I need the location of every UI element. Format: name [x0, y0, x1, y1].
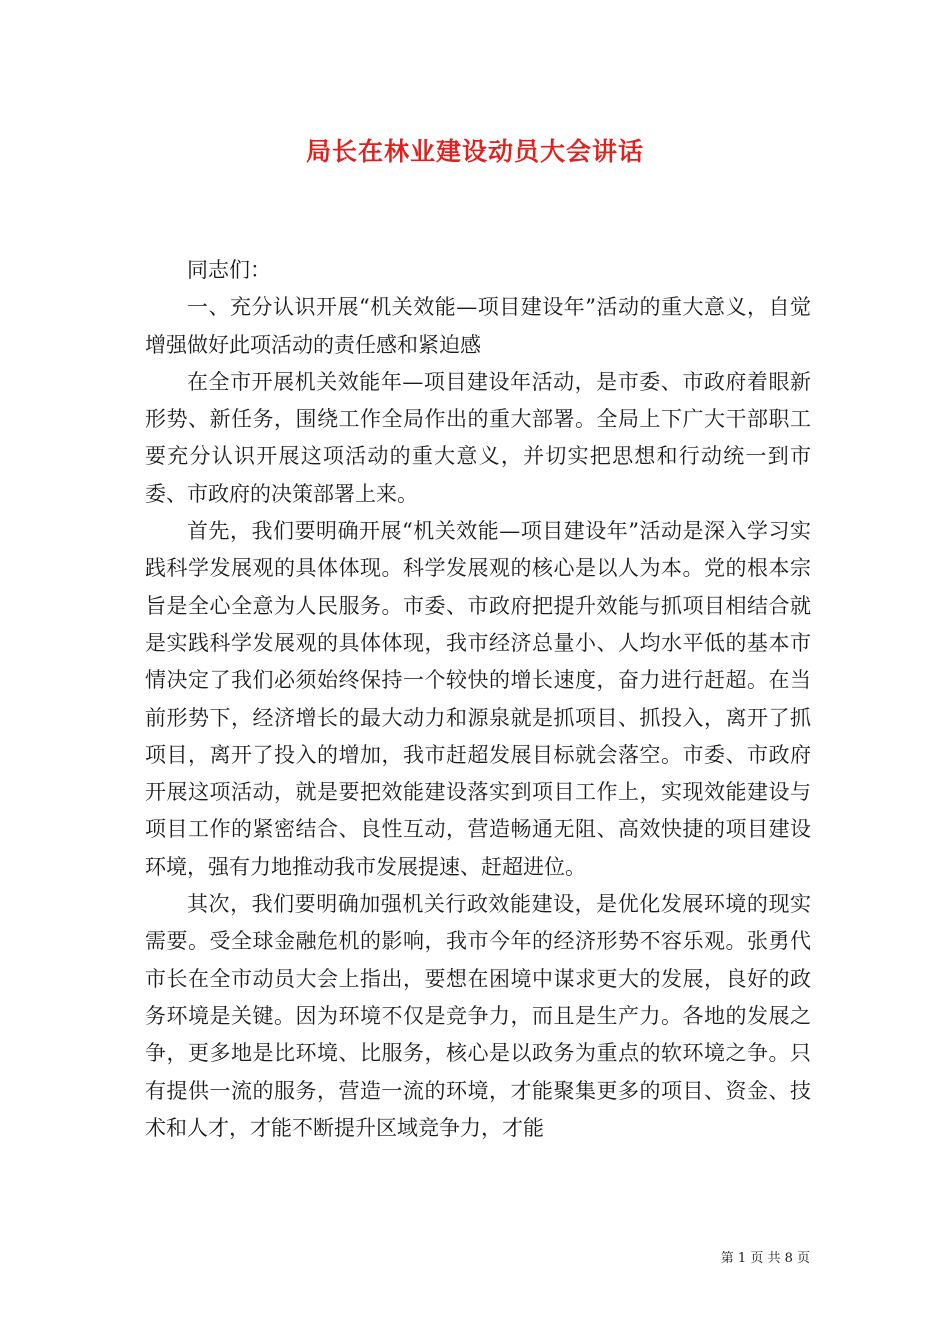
document-title: 局长在林业建设动员大会讲话 — [305, 137, 644, 166]
paragraph: 首先，我们要明确开展“机关效能—项目建设年”活动是深入学习实践科学发展观的具体体现。科学发展观的核心是以人为本。党的根本宗旨是全心全意为人民服务。市委、市政府把提升效能与抓项目相结合就是实践科学发展观的具体体现，我市经济总量小、人均水平低的基本市情决定了我们必须始终保持一个较快的增长速度，奋力进行赶超。在当前形势下，经济增长的最大动力和源泉就是抓项目、抓投入，离开了抓项目，离开了投入的增加，我市赶超发展目标就会落空。市委、市政府开展这项活动，就是要把效能建设落实到项目工作上，实现效能建设与项目工作的紧密结合、良性互动，营造畅通无阻、高效快捷的项目建设环境，强有力地推动我市发展提速、赶超进位。 — [145, 519, 811, 879]
paragraph: 在全市开展机关效能年—项目建设年活动，是市委、市政府着眼新形势、新任务，围绕工作全局作出的重大部署。全局上下广大干部职工要充分认识开展这项活动的重大意义，并切实把思想和行动统一到市委、市政府的决策部署上来。 — [145, 369, 811, 506]
document-body — [145, 252, 811, 1147]
paragraph-greeting: 同志们： — [187, 258, 271, 282]
page-number-footer: 第 1 页 共 8 页 — [720, 1251, 810, 1266]
paragraph-section-heading: 一、充分认识开展“机关效能—项目建设年”活动的重大意义，自觉增强做好此项活动的责任感和紧迫感 — [145, 295, 811, 357]
paragraph: 其次，我们要明确加强机关行政效能建设，是优化发展环境的现实需要。受全球金融危机的影响，我市今年的经济形势不容乐观。张勇代市长在全市动员大会上指出，要想在困境中谋求更大的发展，良好的政务环境是关键。因为环境不仅是竞争力，而且是生产力。各地的发展之争，更多地是比环境、比服务，核心是以政务为重点的软环境之争。只有提供一流的服务，营造一流的环境，才能聚集更多的项目、资金、技术和人才，才能不断提升区域竞争力，才能 — [145, 892, 811, 1140]
